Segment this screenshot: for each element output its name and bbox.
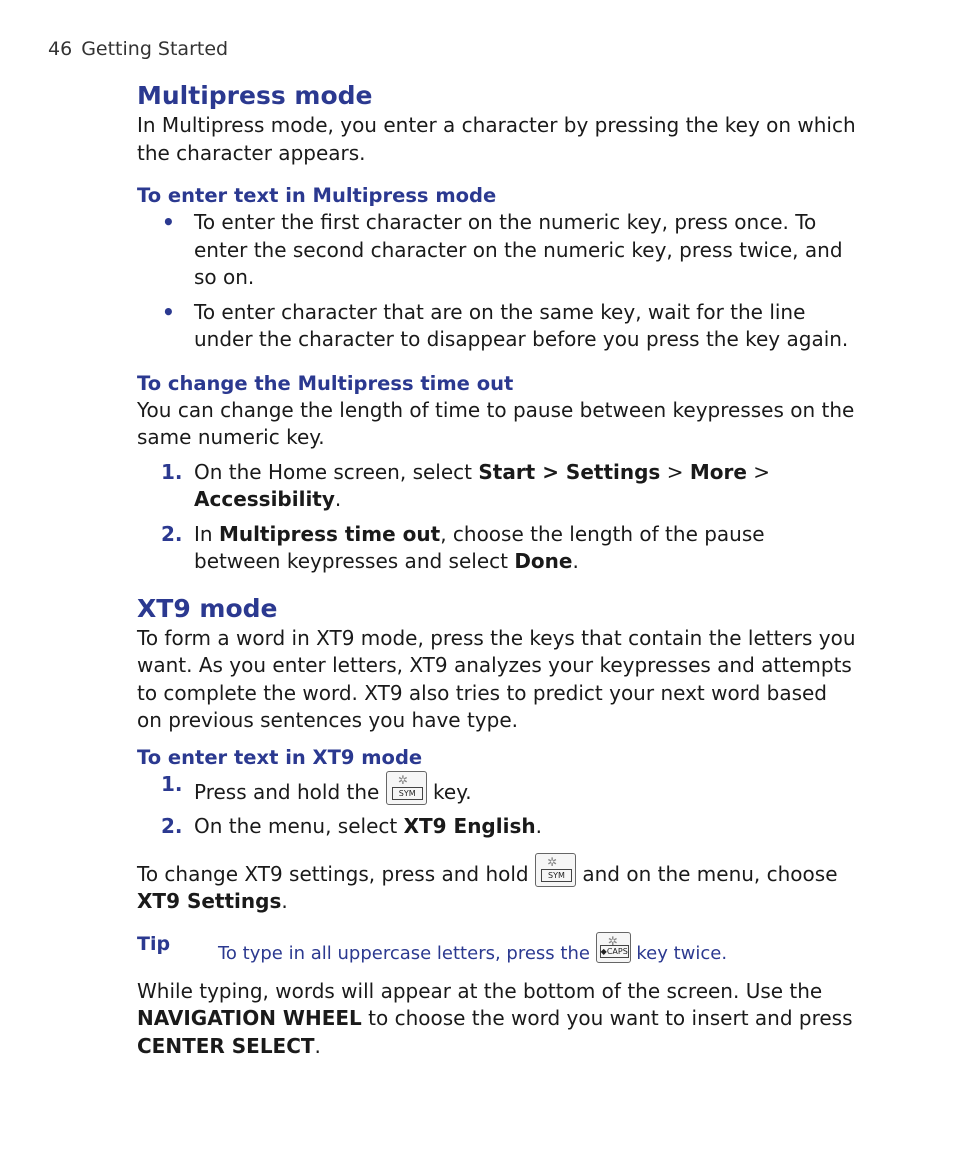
sym-key: ✲ SYM (535, 853, 576, 887)
multipress-enter-heading: To enter text in Multipress mode (137, 184, 497, 207)
page-number: 46 (48, 38, 73, 60)
section-title: Getting Started (81, 38, 229, 60)
list-item: • To enter character that are on the same key, wait for the line under the character to disappear before you press the key again. (162, 299, 849, 351)
list-item: 1. Press and hold the ✲ SYM key. (161, 771, 472, 804)
list-item: 1. On the Home screen, select Start > Settings > More > Accessibility. (161, 459, 771, 511)
page-content (137, 80, 857, 1060)
xt9-title: XT9 mode (137, 593, 278, 623)
running-header (48, 38, 228, 60)
gear-icon: ✲ (397, 772, 408, 787)
xt9-enter-heading: To enter text in XT9 mode (137, 745, 423, 769)
xt9-steps (137, 771, 857, 841)
gear-icon: ✲ (607, 933, 618, 948)
sym-key: ✲ SYM (386, 771, 427, 805)
bullet-icon: • (162, 299, 175, 324)
xt9-settings-text: To change XT9 settings, press and hold ✲ SYM and on the menu, choose XT9 Settings. (137, 854, 838, 913)
multipress-timeout-intro: You can change the length of time to pause between keypresses on the same numeric key. (137, 397, 855, 449)
caps-key: ✲ ◆CAPS (596, 932, 631, 963)
multipress-intro: In Multipress mode, you enter a character by pressing the key on which the character appears. (137, 113, 856, 165)
xt9-closing-text: While typing, words will appear at the bottom of the screen. Use the NAVIGATION WHEEL to choose the word you want to insert and press CENTER SELECT. (137, 978, 853, 1058)
gear-icon: ✲ (546, 854, 558, 869)
multipress-bullet-list (137, 209, 857, 354)
list-item: 2. On the menu, select XT9 English. (161, 814, 542, 838)
tip-note: Tip To type in all uppercase letters, press the ✲ ◆CAPS key twice. (137, 932, 728, 964)
bullet-icon: • (162, 210, 175, 234)
multipress-title: Multipress mode (137, 81, 373, 110)
tip-label: Tip (137, 932, 171, 955)
timeout-steps (137, 459, 857, 576)
list-item: • To enter the first character on the numeric key, press once. To enter the second character on the numeric key, press twice, and so on. (162, 210, 843, 289)
multipress-timeout-heading: To change the Multipress time out (137, 371, 514, 395)
xt9-intro: To form a word in XT9 mode, press the keys that contain the letters you want. As you enter letters, XT9 analyzes your keypresses and attempts to complete the word. XT9 also tries to predict your next word based on previous sentences you have type. (137, 625, 856, 732)
list-item: 2. In Multipress time out, choose the length of the pause between keypresses and select Done. (161, 521, 765, 573)
